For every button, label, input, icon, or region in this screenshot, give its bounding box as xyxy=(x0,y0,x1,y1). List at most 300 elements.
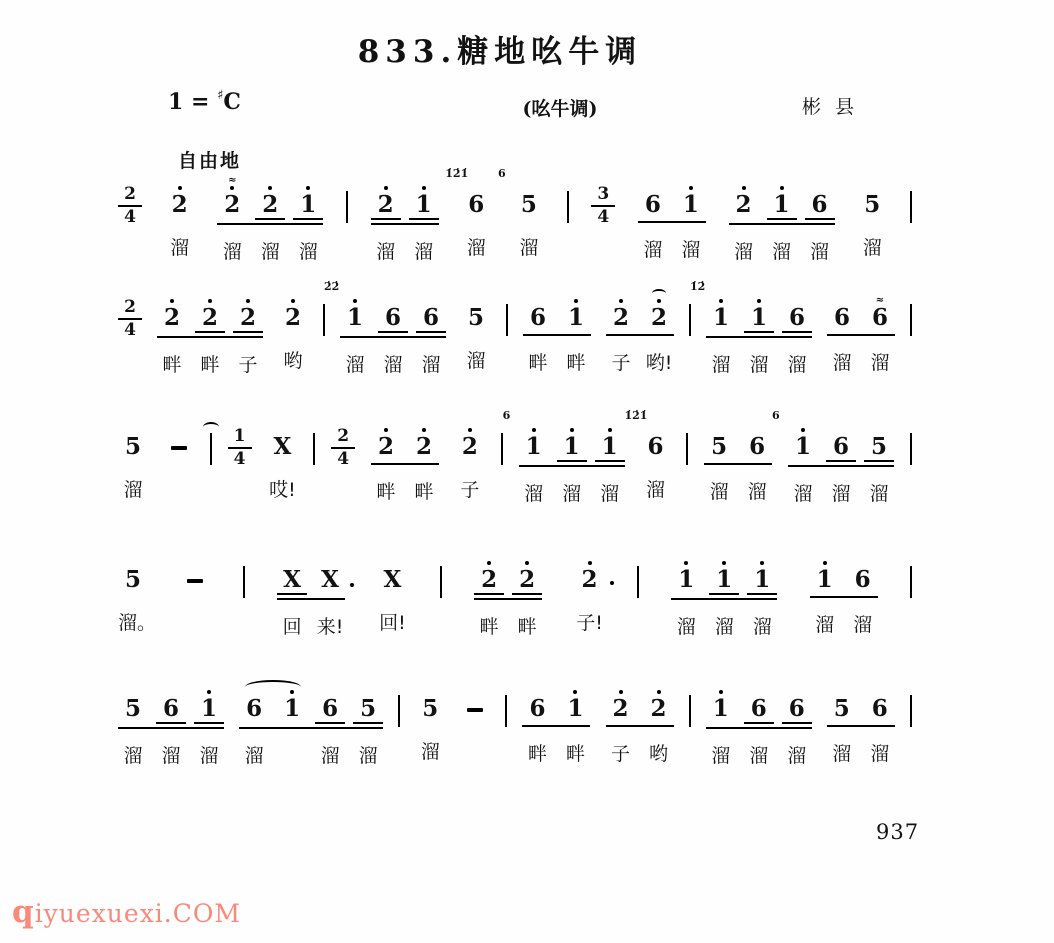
note-digit: 5 xyxy=(520,191,537,218)
measure-group xyxy=(267,418,297,501)
lyric-syllable: 溜 xyxy=(831,483,851,505)
lyric-row xyxy=(640,475,670,501)
lyric-syllable: 溜 xyxy=(645,479,665,501)
note xyxy=(848,551,878,593)
note-ornaments xyxy=(523,289,553,305)
note-digit: 5 xyxy=(871,433,888,460)
lyric-row xyxy=(415,737,445,763)
barline xyxy=(243,551,245,598)
note-digit: X xyxy=(273,433,292,460)
note xyxy=(644,289,674,331)
barline-rule xyxy=(910,566,912,598)
measure-group xyxy=(523,289,591,374)
note-ornaments xyxy=(455,418,485,434)
lyric-row xyxy=(157,350,263,376)
lyric-syllable: 畔 xyxy=(565,743,585,765)
beam-group xyxy=(165,176,195,221)
note-digit: 5 xyxy=(422,695,439,722)
beam-group xyxy=(827,289,895,336)
note-digit: 2 xyxy=(378,433,395,460)
octave-dot xyxy=(384,428,388,432)
note xyxy=(461,289,491,331)
octave-dot xyxy=(532,428,536,432)
note xyxy=(742,418,772,460)
octave-dot xyxy=(207,690,211,694)
note-digit: 2 xyxy=(239,304,256,331)
note-digit: 1 xyxy=(750,304,767,331)
octave-dot xyxy=(719,690,723,694)
beam-group xyxy=(377,551,407,596)
lyric-syllable: 畔 xyxy=(414,481,434,503)
grace-notes: 2̇2̇ xyxy=(324,280,340,293)
note-ornaments xyxy=(729,176,759,192)
lyric-syllable: 溜 xyxy=(161,745,181,767)
lyric-syllable: 溜 xyxy=(793,483,813,505)
page-title: 833.糖地吆牛调 xyxy=(357,34,643,70)
beam-group xyxy=(324,280,446,338)
measure-group xyxy=(704,418,772,503)
lyric-row xyxy=(788,479,894,505)
lyric-row xyxy=(706,350,812,376)
note-digit: 5 xyxy=(833,695,850,722)
measure-group xyxy=(415,680,445,763)
measure-group xyxy=(460,680,490,724)
note-ornaments xyxy=(864,418,894,434)
measure-group xyxy=(165,176,195,259)
octave-dot xyxy=(801,428,805,432)
note xyxy=(767,176,797,220)
measure-group xyxy=(575,551,605,634)
barline-rule xyxy=(505,695,507,727)
lyric-syllable: 溜 xyxy=(199,745,219,767)
beam-group xyxy=(461,289,491,334)
note-ornaments xyxy=(706,289,736,305)
note-digit: 2 xyxy=(612,695,629,722)
lyric-row xyxy=(118,475,148,501)
note xyxy=(371,176,401,220)
note-digit: 1 xyxy=(678,566,695,593)
note xyxy=(409,176,439,220)
measure-group xyxy=(502,409,625,505)
octave-dot xyxy=(384,186,388,190)
lyric-syllable: 子 xyxy=(460,479,480,501)
note xyxy=(561,289,591,331)
note-digit: 1 xyxy=(525,433,542,460)
note xyxy=(378,289,408,333)
measure-group xyxy=(455,418,485,501)
note-ornaments xyxy=(278,289,308,305)
note-digit: 1 xyxy=(415,191,432,218)
measure-group xyxy=(180,551,210,595)
lyric-syllable: 溜 xyxy=(711,745,731,767)
lyric-syllable: 溜 xyxy=(376,241,396,263)
lyric-row xyxy=(371,237,439,263)
barline-rule xyxy=(689,304,691,336)
lyric-syllable: 子 xyxy=(611,743,631,765)
lyric-syllable: 子 xyxy=(238,354,258,376)
note-ornaments xyxy=(371,418,401,434)
grace-notes: 6 xyxy=(497,167,506,180)
lyric-row xyxy=(857,233,887,259)
music-score xyxy=(118,167,912,767)
note-ornaments xyxy=(165,176,195,192)
note xyxy=(744,680,774,724)
note xyxy=(865,680,895,722)
measure-group xyxy=(461,289,491,372)
grace-notes: 1̇2̇1̇ xyxy=(624,409,648,422)
note-digit: 1 xyxy=(712,304,729,331)
note xyxy=(595,418,625,462)
barline xyxy=(313,418,315,465)
beam-group xyxy=(277,551,345,600)
note-digit: 2 xyxy=(171,191,188,218)
note-ornaments xyxy=(826,418,856,434)
lyric-syllable: 畔 xyxy=(479,616,499,638)
note xyxy=(194,680,224,724)
lyric-syllable: 溜 xyxy=(870,743,890,765)
note xyxy=(409,418,439,460)
note-digit: X xyxy=(383,566,402,593)
grace-notes: 1̇2̇1̇ xyxy=(445,167,469,180)
note-ornaments xyxy=(805,176,835,192)
octave-dot xyxy=(468,428,472,432)
beam-group xyxy=(267,418,297,463)
note-ornaments xyxy=(767,176,797,192)
lyric-row xyxy=(461,346,491,372)
note-digit: 2 xyxy=(519,566,536,593)
note-ornaments xyxy=(157,289,187,305)
lyric-row xyxy=(118,608,157,634)
time-signature xyxy=(118,186,142,226)
barline xyxy=(910,176,912,223)
note xyxy=(744,289,774,333)
measure-group xyxy=(445,167,491,259)
lyric-syllable: 溜 xyxy=(787,745,807,767)
lyric-row xyxy=(827,739,895,765)
note-digit: 6 xyxy=(529,695,546,722)
lyric-row xyxy=(522,739,590,765)
note-ornaments xyxy=(315,551,345,567)
barline xyxy=(440,551,442,598)
barline xyxy=(398,680,400,727)
lyric-syllable: 溜 xyxy=(749,745,769,767)
lyric-syllable: 溜 xyxy=(832,352,852,374)
barline-rule xyxy=(346,191,348,223)
measure-group xyxy=(239,680,383,767)
note-ornaments xyxy=(848,551,878,567)
measure-group xyxy=(371,176,439,263)
note xyxy=(512,551,542,595)
beam-group xyxy=(827,680,895,727)
note-digit: 6 xyxy=(788,695,805,722)
note-ornaments xyxy=(164,418,194,434)
tremolo-icon: ≈ xyxy=(228,175,237,186)
note-digit: 6 xyxy=(833,433,850,460)
note-ornaments xyxy=(742,418,772,434)
note xyxy=(118,418,148,460)
time-signature-denominator: 4 xyxy=(124,320,136,340)
augmentation-dot xyxy=(350,583,354,587)
note-digit xyxy=(467,708,483,712)
measure-group xyxy=(497,167,544,259)
octave-dot xyxy=(757,299,761,303)
lyric-syllable: 溜 xyxy=(734,241,754,263)
lyric-syllable: 溜 xyxy=(524,483,544,505)
lyric-syllable: 畔 xyxy=(162,354,182,376)
note xyxy=(353,680,383,724)
note-ornaments xyxy=(233,289,263,305)
barline-rule xyxy=(910,695,912,727)
note-digit xyxy=(187,579,203,583)
music-system-3 xyxy=(118,409,912,505)
measure-group xyxy=(278,289,308,372)
note-digit: 5 xyxy=(711,433,728,460)
measure-group xyxy=(118,680,224,767)
lyric-syllable: 溜 xyxy=(711,354,731,376)
note xyxy=(324,280,370,333)
note-digit: 2 xyxy=(284,304,301,331)
note-digit: 2 xyxy=(735,191,752,218)
lyric-syllable: 溜 xyxy=(222,241,242,263)
note-digit: 1 xyxy=(795,433,812,460)
lyric-syllable: 畔 xyxy=(517,616,537,638)
lyric-syllable: 溜 xyxy=(787,354,807,376)
octave-dot xyxy=(619,690,623,694)
note xyxy=(606,289,636,331)
octave-dot xyxy=(422,428,426,432)
barline-rule xyxy=(501,433,503,465)
note-ornaments xyxy=(676,176,706,192)
note-digit: 5 xyxy=(124,433,141,460)
note-digit: 2 xyxy=(201,304,218,331)
lyric-syllable: 溜 xyxy=(170,237,190,259)
note xyxy=(445,167,491,218)
grace-notes: 6 xyxy=(772,409,780,422)
note-ornaments xyxy=(315,680,345,696)
beam-group xyxy=(502,409,625,467)
octave-dot xyxy=(170,299,174,303)
octave-dot xyxy=(780,186,784,190)
note-digit: 6 xyxy=(644,191,661,218)
watermark-link[interactable]: qiyuexuexi.COM xyxy=(12,894,241,930)
beam-group xyxy=(857,176,887,221)
beam-group xyxy=(606,680,674,727)
note-digit: 6 xyxy=(854,566,871,593)
note-ornaments xyxy=(415,680,445,696)
octave-dot xyxy=(268,186,272,190)
note xyxy=(180,551,210,592)
note-digit: 1 xyxy=(682,191,699,218)
note xyxy=(278,289,308,331)
lyric-row xyxy=(239,741,383,767)
measure-group xyxy=(827,680,895,765)
note-digit: 6 xyxy=(246,695,263,722)
beam-group xyxy=(157,289,263,338)
note xyxy=(502,409,549,462)
note xyxy=(782,289,812,333)
note xyxy=(195,289,225,333)
note xyxy=(293,176,323,220)
note-digit: 2 xyxy=(612,304,629,331)
measure-group xyxy=(624,409,670,501)
note-digit: 6 xyxy=(871,304,888,331)
note xyxy=(704,418,734,460)
note-ornaments xyxy=(827,289,857,305)
note-digit: 2 xyxy=(262,191,279,218)
lyric-syllable: 溜。 xyxy=(118,612,157,634)
lyric-syllable: 溜 xyxy=(420,741,440,763)
beam-group xyxy=(638,176,706,223)
octave-dot xyxy=(760,561,764,565)
measure-group xyxy=(827,289,895,374)
note xyxy=(676,176,706,218)
note-ornaments xyxy=(118,418,148,434)
note xyxy=(827,289,857,331)
octave-dot xyxy=(689,186,693,190)
octave-dot xyxy=(657,690,661,694)
time-signature-denominator: 4 xyxy=(124,207,136,227)
note xyxy=(315,680,345,724)
lyric-syllable: 回 xyxy=(282,616,302,638)
octave-dot xyxy=(657,299,661,303)
note-digit: 2 xyxy=(650,304,667,331)
lyric-row xyxy=(519,479,625,505)
lyric-row xyxy=(729,237,835,263)
fermata-icon xyxy=(652,289,666,297)
note-digit: 2 xyxy=(481,566,498,593)
lyric-row xyxy=(377,608,407,634)
music-system-5 xyxy=(118,680,912,767)
beam-group xyxy=(523,289,591,336)
lyric-syllable: 溜 xyxy=(749,354,769,376)
note-ornaments xyxy=(519,418,549,434)
note xyxy=(156,680,186,724)
beam-group xyxy=(522,680,590,727)
note xyxy=(118,680,148,724)
note-digit xyxy=(171,446,187,450)
note xyxy=(747,551,777,595)
lyric-row xyxy=(523,348,591,374)
octave-dot xyxy=(306,186,310,190)
barline-rule xyxy=(910,191,912,223)
note-ornaments xyxy=(644,289,674,305)
tempo-marking: 自由地 xyxy=(178,150,242,172)
lyric-syllable: 溜 xyxy=(345,354,365,376)
beam-group xyxy=(278,289,308,334)
lyric-row xyxy=(340,350,446,376)
lyric-row xyxy=(371,477,439,503)
measure-group xyxy=(606,680,674,765)
note-digit: 5 xyxy=(864,191,881,218)
barline xyxy=(567,176,569,223)
lyric-syllable: 溜 xyxy=(643,239,663,261)
note-digit: 6 xyxy=(384,304,401,331)
note xyxy=(857,176,887,218)
note-ornaments xyxy=(671,551,701,567)
octave-dot xyxy=(230,186,234,190)
note-ornaments xyxy=(857,176,887,192)
lyric-row xyxy=(706,741,812,767)
measure-group xyxy=(810,551,878,636)
octave-dot xyxy=(570,428,574,432)
note xyxy=(164,418,194,459)
note xyxy=(729,176,759,220)
lyric-syllable: 溜 xyxy=(358,745,378,767)
measure-group xyxy=(857,176,887,259)
lyric-syllable: 溜 xyxy=(298,241,318,263)
time-signature-denominator: 4 xyxy=(337,449,350,469)
measure-group xyxy=(217,175,323,263)
lyric-row xyxy=(277,612,345,638)
fermata-icon xyxy=(203,422,219,432)
lyric-syllable: 溜 xyxy=(466,237,486,259)
barline xyxy=(323,289,325,336)
lyric-syllable xyxy=(277,741,307,763)
note-digit: X xyxy=(321,566,339,593)
octave-dot xyxy=(742,186,746,190)
note xyxy=(255,176,285,220)
note-ornaments xyxy=(217,176,247,192)
note-digit: 1 xyxy=(816,566,833,593)
octave-dot xyxy=(487,561,491,565)
note-ornaments xyxy=(644,680,674,696)
note xyxy=(267,418,297,460)
note-ornaments xyxy=(293,176,323,192)
beam-group xyxy=(704,418,772,465)
measure-group xyxy=(157,289,263,376)
note-digit: 6 xyxy=(833,304,850,331)
note-ornaments xyxy=(638,176,668,192)
note xyxy=(497,167,544,218)
note xyxy=(118,551,148,593)
barline-rule xyxy=(686,433,688,465)
lyric-syllable: 溜 xyxy=(123,745,143,767)
note-digit: 6 xyxy=(788,304,805,331)
note-digit: 6 xyxy=(322,695,339,722)
measure-group xyxy=(606,289,674,374)
octave-dot xyxy=(588,561,592,565)
note-digit: 5 xyxy=(124,695,141,722)
octave-dot xyxy=(525,561,529,565)
beam-group xyxy=(371,418,439,465)
note-digit: 6 xyxy=(749,433,766,460)
barline-rule xyxy=(440,566,442,598)
lyric-syllable: 溜 xyxy=(832,743,852,765)
lyric-syllable: 溜 xyxy=(714,616,734,638)
lyric-syllable: 哟 xyxy=(649,743,669,765)
beam-group xyxy=(810,551,878,598)
lyric-syllable: 哎! xyxy=(269,479,296,501)
lyric-syllable: 溜 xyxy=(414,241,434,263)
note xyxy=(557,418,587,462)
note xyxy=(624,409,670,460)
lyric-syllable: 溜 xyxy=(870,352,890,374)
note-ornaments xyxy=(353,680,383,696)
note xyxy=(864,418,894,462)
beam-group xyxy=(671,551,777,600)
note xyxy=(277,551,307,595)
lyric-row xyxy=(267,475,297,501)
lyric-syllable: 溜 xyxy=(519,237,539,259)
lyric-syllable: 畔 xyxy=(566,352,586,374)
note xyxy=(638,176,668,218)
note-ornaments xyxy=(709,551,739,567)
note-ornaments xyxy=(595,418,625,434)
note-digit: 6 xyxy=(162,695,179,722)
lyric-syllable: 溜 xyxy=(600,483,620,505)
note-digit: 6 xyxy=(871,695,888,722)
note xyxy=(523,289,553,331)
